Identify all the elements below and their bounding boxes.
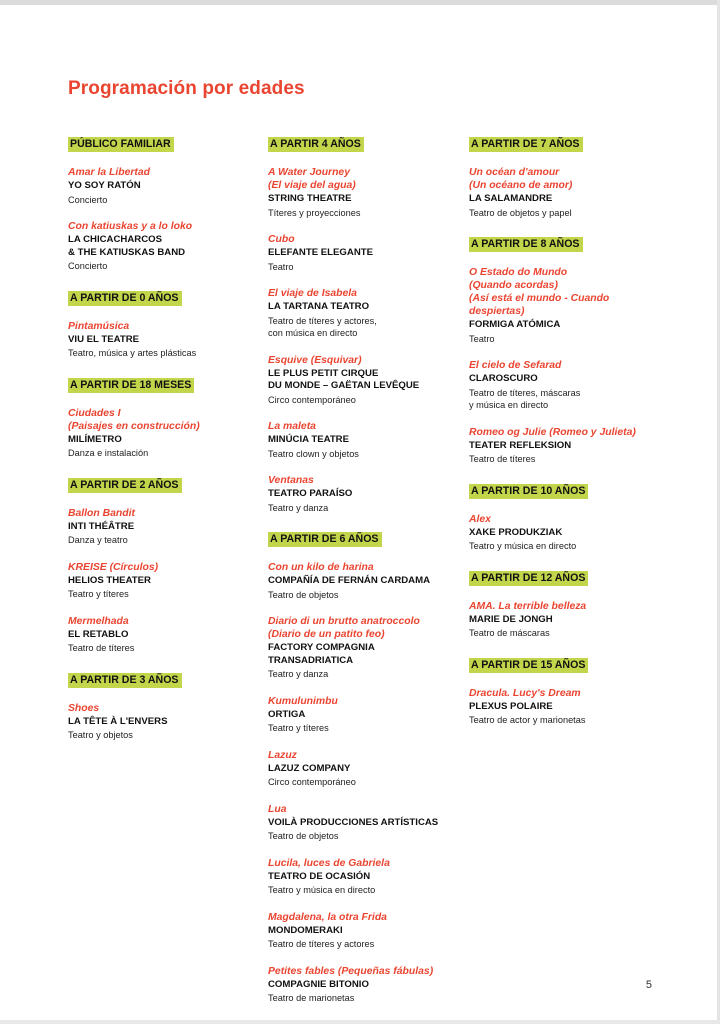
show-title: O Estado do Mundo (Quando acordas) (Así está el mundo - Cuando despiertas) [469,267,610,317]
show-title: Kumulunimbu [268,695,338,707]
show-company: COMPAGNIE BITONIO [268,978,369,990]
show-company: STRING THEATRE [268,193,352,204]
show-title: Lua [268,803,287,815]
show-company: INTI THÉÂTRE [68,520,135,532]
show-company: TEATER REFLEKSION [469,439,572,451]
age-section-heading: A PARTIR DE 2 AÑOS [68,478,182,493]
section-spacer [68,460,268,470]
show-entry [68,507,268,547]
show-title: Alex [469,513,491,525]
column-1 [68,134,268,752]
show-entry [268,233,468,273]
show-entry [268,911,468,951]
show-title: Con un kilo de harina [268,562,374,573]
show-company: FORMIGA ATÓMICA [469,319,561,330]
show-genre: Teatro y títeres [68,589,129,599]
show-entry [268,166,468,219]
show-entry [68,320,268,360]
section-spacer [68,360,268,370]
show-title: Lucila, luces de Gabriela [268,857,390,869]
show-entry [68,615,268,655]
show-genre: Circo contemporáneo [268,394,356,405]
age-section-heading: A PARTIR 4 AÑOS [268,137,364,152]
show-genre: Teatro y música en directo [268,885,376,895]
show-company: ORTIGA [268,708,306,720]
show-title: A Water Journey (El viaje del agua) [268,167,356,191]
show-genre: Teatro de títeres y actores, con música en directo [268,315,377,338]
show-entry [268,857,468,897]
show-genre: Teatro clown y objetos [268,448,359,459]
section-spacer [469,553,669,563]
show-entry [268,803,468,843]
show-entry [268,420,468,460]
show-company: HELIOS THEATER [68,574,151,586]
section-spacer [469,219,669,229]
show-title: Amar la Libertad [68,167,150,178]
age-section-heading: A PARTIR DE 3 AÑOS [68,673,182,688]
show-company: TEATRO PARAÍSO [268,488,353,499]
show-genre: Teatro [469,333,495,344]
show-genre: Teatro y danza [268,502,329,513]
show-company: LA CHICACHARCOS & THE KATIUSKAS BAND [68,234,186,258]
section-spacer [268,514,468,524]
show-entry [268,474,468,514]
show-entry [268,561,468,601]
show-genre: Teatro de máscaras [469,628,550,638]
show-genre: Teatro de títeres [469,454,536,464]
show-company: LE PLUS PETIT CIRQUE DU MONDE – GAËTAN LEVÊQUE [268,367,420,391]
show-genre: Teatro de actor y marionetas [469,715,586,725]
show-company: PLEXUS POLAIRE [469,700,553,712]
section-spacer [469,640,669,650]
show-genre: Teatro de títeres y actores [268,939,375,949]
show-genre: Teatro de títeres, máscaras y música en directo [469,387,581,410]
column-2 [268,134,468,1015]
show-company: LA TARTANA TEATRO [268,301,370,312]
show-company: LAZUZ COMPANY [268,762,351,774]
show-entry [68,166,268,206]
show-genre: Circo contemporáneo [268,777,356,787]
page-bottom-edge [0,1020,720,1024]
column-3 [469,134,669,737]
age-section-heading: A PARTIR DE 10 AÑOS [469,484,588,499]
section-spacer [68,742,268,752]
show-title: El cielo de Sefarad [469,360,562,371]
section-spacer [469,466,669,476]
show-entry [469,166,669,219]
show-genre: Teatro, música y artes plásticas [68,348,197,358]
show-entry [469,426,669,466]
show-genre: Teatro de objetos y papel [469,207,572,218]
show-entry [268,965,468,1005]
show-entry [469,687,669,727]
show-title: Magdalena, la otra Frida [268,911,387,923]
page-top-edge [0,0,720,5]
show-genre: Teatro y objetos [68,730,133,740]
page-number: 5 [645,979,652,991]
show-entry [68,407,268,460]
show-genre: Teatro de títeres [68,643,135,653]
show-entry [268,354,468,407]
show-company: ELEFANTE ELEGANTE [268,247,374,258]
age-section-heading: A PARTIR DE 12 AÑOS [469,571,588,586]
show-genre: Títeres y proyecciones [268,207,361,218]
show-company: VIU EL TEATRE [68,333,140,345]
show-title: Shoes [68,702,100,714]
show-title: Mermelhada [68,615,129,627]
show-entry [469,266,669,345]
show-title: Esquive (Esquivar) [268,354,362,366]
show-entry [469,513,669,553]
show-title: Ciudades I (Paisajes en construcción) [68,407,200,432]
show-entry [268,287,468,340]
age-section-heading: PÚBLICO FAMILIAR [68,137,174,152]
show-genre: Danza e instalación [68,448,149,458]
show-entry [268,695,468,735]
show-entry [469,359,669,412]
show-title: Diario di un brutto anatroccolo (Diario de un patito feo) [268,616,420,640]
show-title: Ballon Bandit [68,507,135,519]
show-title: El viaje de Isabela [268,288,357,299]
show-genre: Teatro y títeres [268,723,329,733]
show-company: XAKE PRODUKZIAK [469,526,563,538]
show-entry [469,600,669,640]
show-entry [68,702,268,742]
show-genre: Teatro y danza [268,669,329,679]
show-title: Romeo og Julie (Romeo y Julieta) [469,426,636,438]
show-company: TEATRO DE OCASIÓN [268,870,371,882]
show-title: Pintamúsica [68,320,130,332]
show-company: COMPAÑÍA DE FERNÁN CARDAMA [268,575,431,586]
section-spacer [268,1005,468,1015]
show-company: MINÚCIA TEATRE [268,434,350,445]
show-title: Cubo [268,234,295,245]
show-title: Lazuz [268,749,297,761]
show-genre: Concierto [68,261,108,271]
show-company: LA TÊTE À L'ENVERS [68,715,168,727]
age-section-heading: A PARTIR DE 6 AÑOS [268,532,382,547]
show-genre: Teatro de marionetas [268,993,355,1003]
age-section-heading: A PARTIR DE 18 MESES [68,378,194,393]
show-title: La maleta [268,421,316,432]
show-title: Ventanas [268,475,314,486]
show-genre: Teatro [268,261,294,272]
show-company: CLAROSCURO [469,373,538,384]
show-genre: Teatro de objetos [268,831,339,841]
age-section-heading: A PARTIR DE 7 AÑOS [469,137,583,152]
show-title: Un océan d'amour (Un océano de amor) [469,167,573,191]
show-company: EL RETABLO [68,628,129,640]
show-title: Petites fables (Pequeñas fábulas) [268,965,434,977]
show-company: MILÍMETRO [68,433,122,445]
show-title: Dracula. Lucy's Dream [469,687,581,699]
show-title: KREISE (Círculos) [68,561,159,573]
show-company: YO SOY RATÓN [68,180,141,191]
show-title: AMA. La terrible belleza [469,600,587,612]
show-entry [268,749,468,789]
show-entry [268,615,468,681]
show-genre: Teatro y música en directo [469,541,577,551]
section-spacer [68,655,268,665]
show-company: MONDOMERAKI [268,924,343,936]
show-title: Con katiuskas y a lo loko [68,221,193,232]
section-spacer [469,727,669,737]
show-company: FACTORY COMPAGNIA TRANSADRIATICA [268,642,375,666]
age-section-heading: A PARTIR DE 15 AÑOS [469,658,588,673]
show-genre: Danza y teatro [68,535,128,545]
section-spacer [68,273,268,283]
show-company: VOILÀ PRODUCCIONES ARTÍSTICAS [268,816,439,828]
age-section-heading: A PARTIR DE 8 AÑOS [469,237,583,252]
show-entry [68,561,268,601]
show-entry [68,220,268,273]
page-title: Programación por edades [68,78,305,99]
age-section-heading: A PARTIR DE 0 AÑOS [68,291,182,306]
show-genre: Teatro de objetos [268,589,339,600]
show-genre: Concierto [68,194,108,205]
show-company: MARIE DE JONGH [469,613,553,625]
show-company: LA SALAMANDRE [469,193,553,204]
